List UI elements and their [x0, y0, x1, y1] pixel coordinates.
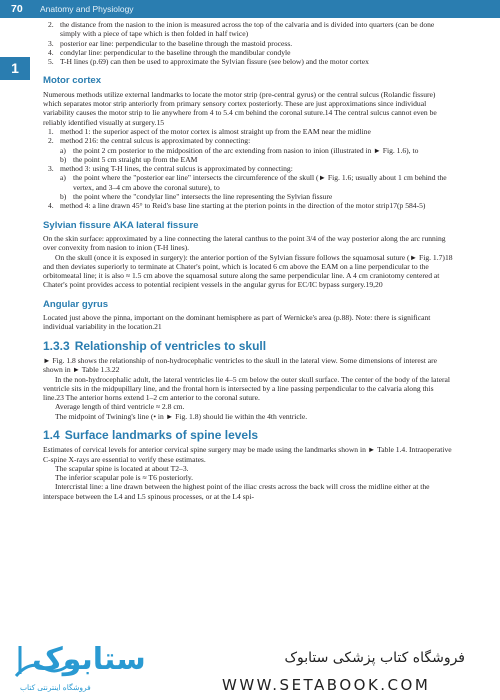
- shop-url[interactable]: WWW.SETABOOK.COM: [222, 676, 431, 694]
- heading-motor-cortex: Motor cortex: [43, 75, 102, 87]
- paragraph: Average length of third ventricle ≈ 2.8 cm.: [55, 402, 185, 412]
- chapter-tab: 1: [0, 57, 30, 80]
- paragraph: The scapular spine is located at about T2–3.: [55, 463, 189, 473]
- paragraph: ► Fig. 1.8 shows the relationship of non-hydrocephalic ventricles to the skull in the lateral view. Some dimensions of interest are shown in ► Table 1.3.22: [43, 355, 438, 375]
- logo-caption: فروشگاه اینترنتی کتاب: [20, 683, 91, 692]
- section-number: 1.3.3: [43, 338, 70, 353]
- section-title: Relationship of ventricles to skull: [74, 338, 267, 353]
- list-item: 4. method 4: a line drawn 45° to Reid's base line starting at the pterion points in the direction of the motor strip17(p 584-5): [48, 201, 426, 211]
- heading-angular-gyrus: Angular gyrus: [43, 298, 109, 310]
- page-header: [0, 0, 500, 18]
- paragraph: In the non-hydrocephalic adult, the lateral ventricles lie 4–5 cm below the outer skull surface. The center of the body of the lateral ventricle sits in the midpupillary line, and the frontal horn is intersected by a line passing perpendicular to the calvaria along this line.23 The anterior horns extend 1–2 cm anterior to the coronal suture.: [43, 374, 451, 403]
- list-item: 5. T-H lines (p.69) can then be used to approximate the Sylvian fissure (see below) and the motor cortex: [48, 57, 369, 67]
- sub-list-item: a) the point where the "posterior ear line" intersects the circumference of the skull (► Fig. 1.6; usually about 1 cm behind the vertex, and 3–4 cm above the coronal suture), to: [60, 173, 447, 192]
- sub-list-item: b) the point where the "condylar line" intersects the line representing the Sylvian fissure: [60, 192, 333, 202]
- page-number: 70: [11, 3, 23, 15]
- paragraph: On the skull (once it is exposed in surgery): the anterior portion of the Sylvian fissure follows the squamosal suture (► Fig. 1.7)18 and then deviates superiorly to terminate at Chater's point, which is located 6 cm above the EAM on a line perpendicular to the orbitomeatal line; it is also ≈ 1.5 cm above the squamosal suture along the same perpendicular line. A 4 cm craniotomy centered at Chater's point provides access to potential recipient vessels in the angular gyrus for EC/IC bypass surgery.19,20: [43, 252, 453, 290]
- paragraph: Located just above the pinna, important on the dominant hemisphere as part of Wernicke's area (p.88). Note: there is significant individual variability in the location.21: [43, 313, 431, 332]
- setabook-logo: [10, 638, 146, 696]
- paragraph: On the skin surface: approximated by a line connecting the lateral canthus to the point 3/4 of the way posterior along the arc running over convexity from nasion to inion (T-H lines).: [43, 233, 446, 253]
- watermark-footer: [0, 636, 500, 700]
- shop-name: فروشگاه کتاب پزشکی ستابوک: [284, 650, 465, 666]
- list-item: 2. the distance from the nasion to the inion is measured across the top of the calvaria and is divided into quarters (can be done simply with a piece of tape which is then folded in half twice): [48, 20, 435, 39]
- page-body: [43, 20, 453, 501]
- sub-list-item: a) the point 2 cm posterior to the midposition of the arc extending from nasion to inion (illustrated in ► Fig. 1.6), to: [60, 145, 419, 155]
- paragraph: Intercristal line: a line drawn between the highest point of the iliac crests across the back will cross the midline either at the interspace between the L4 and L5 spinous processes, or at the L4 spi-: [43, 482, 430, 501]
- list-item: 2. method 216: the central sulcus is approximated by connecting:: [48, 136, 251, 146]
- list-item: 4. condylar line: perpendicular to the baseline through the mandibular condyle: [48, 47, 291, 57]
- paragraph: Estimates of cervical levels for anterior cervical spine surgery may be made using the landmarks shown in ► Table 1.4. Intraoperative C-spine X-rays are essential to verify these estimates.: [43, 445, 452, 464]
- section-number: 1.4: [43, 427, 60, 442]
- running-head: Anatomy and Physiology: [40, 4, 134, 14]
- paragraph: Numerous methods utilize external landmarks to locate the motor strip (pre-central gyrus) or the central sulcus (Rolandic fissure) which separates motor strip anteriorly from primary sensory cortex posteriorly. These are just approximations since individual variability causes the motor strip to lie anywhere from 4 to 5.4 cm behind the coronal suture.14 The central sulcus cannot even be reliably identified visually at surgery.15: [43, 89, 437, 127]
- top-list: [43, 20, 453, 66]
- motor-cortex-list: [43, 127, 453, 211]
- paragraph: The inferior scapular pole is ≈ T6 posteriorly.: [55, 473, 194, 483]
- heading-sylvian-fissure: Sylvian fissure AKA lateral fissure: [43, 219, 199, 231]
- list-item: 1. method 1: the superior aspect of the motor cortex is almost straight up from the EAM near the midline: [48, 126, 371, 136]
- list-item: 3. method 3: using T-H lines, the central sulcus is approximated by connecting:: [48, 164, 293, 174]
- section-heading-1-4: [43, 427, 453, 442]
- sub-list-item: b) the point 5 cm straight up from the EAM: [60, 154, 198, 164]
- list-item: 3. posterior ear line: perpendicular to the baseline through the mastoid process.: [48, 38, 293, 48]
- section-heading-1-3-3: [43, 338, 453, 353]
- paragraph: The midpoint of Twining's line (• in ► Fig. 1.8) should lie within the 4th ventricle.: [55, 411, 308, 421]
- section-title: Surface landmarks of spine levels: [64, 427, 259, 442]
- logo-wordmark: ستابوک: [32, 642, 146, 677]
